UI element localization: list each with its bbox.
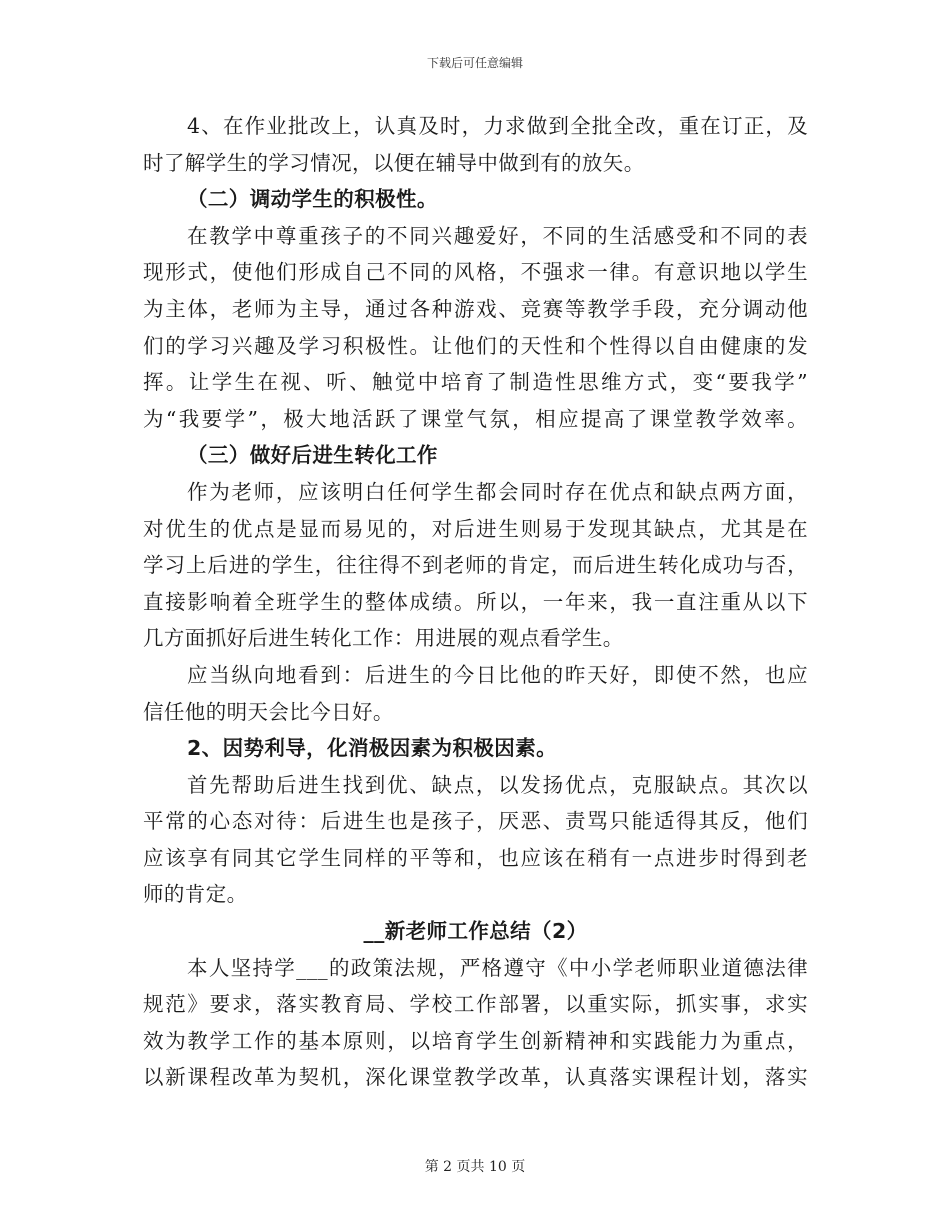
- paragraph-line: 学习上后进的学生，往往得不到老师的肯定，而后进生转化成功与否，: [143, 553, 808, 578]
- paragraph-line: 为“我要学”，极大地活跃了课堂气氛，相应提高了课堂教学效率。: [143, 406, 808, 431]
- paragraph-line: 对优生的优点是显而易见的，对后进生则易于发现其缺点，尤其是在: [143, 516, 808, 541]
- paragraph-line: 应当纵向地看到：后进生的今日比他的昨天好，即使不然，也应: [187, 662, 808, 687]
- paragraph-line: 在教学中尊重孩子的不同兴趣爱好，不同的生活感受和不同的表: [187, 223, 808, 248]
- paragraph-line: 直接影响着全班学生的整体成绩。所以，一年来，我一直注重从以下: [143, 589, 808, 614]
- paragraph-line: 应该享有同其它学生同样的平等和，也应该在稍有一点进步时得到老: [143, 845, 808, 870]
- page-footer: 第 2 页共 10 页: [424, 1159, 526, 1175]
- page-header: 下载后可任意编辑: [426, 56, 523, 70]
- paragraph-line: 平常的心态对待：后进生也是孩子，厌恶、责骂只能适得其反，他们: [143, 809, 808, 834]
- section-heading: （二）调动学生的积极性。: [187, 187, 438, 212]
- paragraph-line: 几方面抓好后进生转化工作：用进展的观点看学生。: [143, 626, 624, 651]
- paragraph-line: 为主体，老师为主导，通过各种游戏、竞赛等教学手段，充分调动他: [143, 296, 808, 321]
- section-heading: 2、因势利导，化消极因素为积极因素。: [187, 736, 557, 761]
- section-heading: （三）做好后进生转化工作: [187, 443, 438, 468]
- paragraph-line: 本人坚持学___的政策法规，严格遵守《中小学老师职业道德法律: [187, 955, 808, 980]
- document-body: [143, 108, 808, 1096]
- paragraph-line: 现形式，使他们形成自己不同的风格，不强求一律。有意识地以学生: [143, 260, 808, 285]
- paragraph-line: 信任他的明天会比今日好。: [143, 699, 394, 724]
- paragraph-line: 效为教学工作的基本原则，以培育学生创新精神和实践能力为重点，: [143, 1028, 808, 1053]
- paragraph-line: 作为老师，应该明白任何学生都会同时存在优点和缺点两方面，: [187, 479, 808, 504]
- paragraph-line: 时了解学生的学习情况，以便在辅导中做到有的放矢。: [143, 150, 645, 175]
- document-title: __新老师工作总结（2）: [363, 919, 588, 944]
- paragraph-line: 们的学习兴趣及学习积极性。让他们的天性和个性得以自由健康的发: [143, 333, 808, 358]
- paragraph-line: 师的肯定。: [143, 882, 248, 907]
- paragraph-line: 4、在作业批改上，认真及时，力求做到全批全改，重在订正，及: [187, 114, 808, 138]
- paragraph-line: 以新课程改革为契机，深化课堂教学改革，认真落实课程计划，落实: [143, 1065, 808, 1090]
- paragraph-line: 规范》要求，落实教育局、学校工作部署，以重实际，抓实事，求实: [143, 992, 808, 1017]
- paragraph-line: 挥。让学生在视、听、触觉中培育了制造性思维方式，变“要我学”: [143, 370, 808, 395]
- paragraph-line: 首先帮助后进生找到优、缺点，以发扬优点，克服缺点。其次以: [187, 772, 808, 797]
